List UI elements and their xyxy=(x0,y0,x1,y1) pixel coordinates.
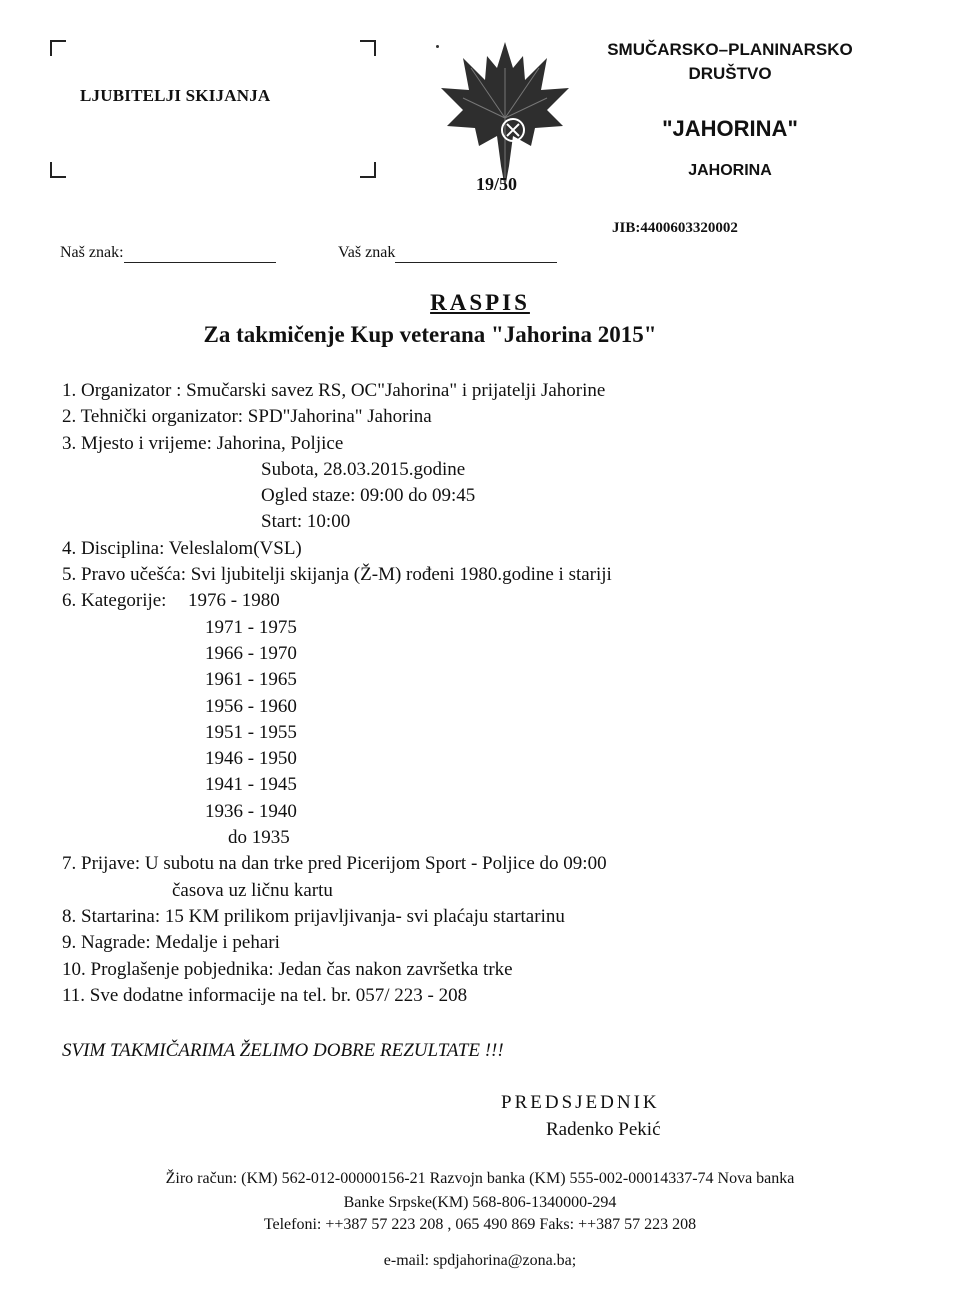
category-item: 1951 - 1955 xyxy=(205,721,297,743)
box-corner-top-right xyxy=(360,40,376,56)
org-type-line2: DRUŠTVO xyxy=(688,64,772,83)
category-item: 1966 - 1970 xyxy=(205,642,297,664)
list-item: 7. Prijave: U subotu na dan trke pred Picerijom Sport - Poljice do 09:00 xyxy=(62,853,607,875)
vas-znak-field xyxy=(338,244,557,263)
category-item: 1976 - 1980 xyxy=(187,590,280,612)
category-item: 1956 - 1960 xyxy=(205,695,297,717)
box-corner-bottom-right xyxy=(360,162,376,178)
footer-bank-accounts-cont: Banke Srpske(KM) 568-806-1340000-294 xyxy=(343,1194,617,1211)
document-heading: RASPIS xyxy=(430,290,530,315)
category-item: 1946 - 1950 xyxy=(205,748,297,770)
category-item: 1936 - 1940 xyxy=(205,800,297,822)
list-item: 11. Sve dodatne informacije na tel. br. 057/ 223 - 208 xyxy=(62,984,468,1006)
nas-znak-field xyxy=(60,244,276,263)
list-item: 5. Pravo učešća: Svi ljubitelji skijanja (Ž-M) rođeni 1980.godine i stariji xyxy=(62,564,612,586)
org-type-line1: SMUČARSKO–PLANINARSKO xyxy=(607,40,853,59)
list-item: 9. Nagrade: Medalje i pehari xyxy=(62,932,280,954)
box-corner-bottom-left xyxy=(50,162,66,178)
category-item: 1941 - 1945 xyxy=(205,774,297,796)
document-subtitle: Za takmičenje Kup veterana "Jahorina 2015" xyxy=(203,322,657,347)
list-item-continuation: časova uz ličnu kartu xyxy=(172,879,333,901)
list-item: 8. Startarina: 15 KM prilikom prijavljivanja- svi plaćaju startarinu xyxy=(62,905,565,927)
maple-leaf-icon xyxy=(435,38,575,188)
list-item: 1. Organizator : Smučarski savez RS, OC"Jahorina" i prijatelji Jahorine xyxy=(62,380,606,401)
categories-label: 6. Kategorije: xyxy=(62,590,167,612)
list-item: 10. Proglašenje pobjednika: Jedan čas nakon završetka trke xyxy=(62,958,513,980)
announcement-list xyxy=(62,378,612,1009)
founding-year: 19/50 xyxy=(476,174,518,194)
list-item-categories xyxy=(62,588,612,614)
list-item-start: Start: 10:00 xyxy=(261,511,351,533)
president-title: PREDSJEDNIK xyxy=(501,1092,660,1113)
footer-email: e-mail: spdjahorina@zona.ba; xyxy=(383,1252,577,1269)
vas-znak-blank xyxy=(395,244,557,263)
box-corner-top-left xyxy=(50,40,66,56)
recipient-title: LJUBITELJI SKIJANJA xyxy=(80,86,271,105)
category-item-last: do 1935 xyxy=(228,827,290,849)
footer-phones: Telefoni: ++387 57 223 208 , 065 490 869 Faks: ++387 57 223 208 xyxy=(263,1216,697,1233)
list-item: 4. Disciplina: Veleslalom(VSL) xyxy=(62,537,302,559)
list-item: 3. Mjesto i vrijeme: Jahorina, Poljice xyxy=(62,432,344,454)
org-name: "JAHORINA" xyxy=(662,116,798,141)
list-item: 2. Tehnički organizator: SPD"Jahorina" Jahorina xyxy=(62,406,432,428)
list-item-date: Subota, 28.03.2015.godine xyxy=(261,458,466,480)
category-item: 1971 - 1975 xyxy=(205,616,297,638)
nas-znak-label: Naš znak: xyxy=(60,244,124,261)
president-name: Radenko Pekić xyxy=(546,1119,661,1140)
list-item-inspection: Ogled staze: 09:00 do 09:45 xyxy=(261,485,476,507)
category-item: 1961 - 1965 xyxy=(205,669,297,691)
jib-number: JIB:4400603320002 xyxy=(612,220,738,236)
nas-znak-blank xyxy=(124,244,276,263)
org-city: JAHORINA xyxy=(688,162,772,179)
closing-wish: SVIM TAKMIČARIMA ŽELIMO DOBRE REZULTATE !!! xyxy=(62,1040,504,1061)
vas-znak-label: Vaš znak xyxy=(338,244,396,261)
footer-bank-accounts: Žiro račun: (KM) 562-012-00000156-21 Razvojn banka (KM) 555-002-00014337-74 Nova banka xyxy=(165,1170,795,1187)
